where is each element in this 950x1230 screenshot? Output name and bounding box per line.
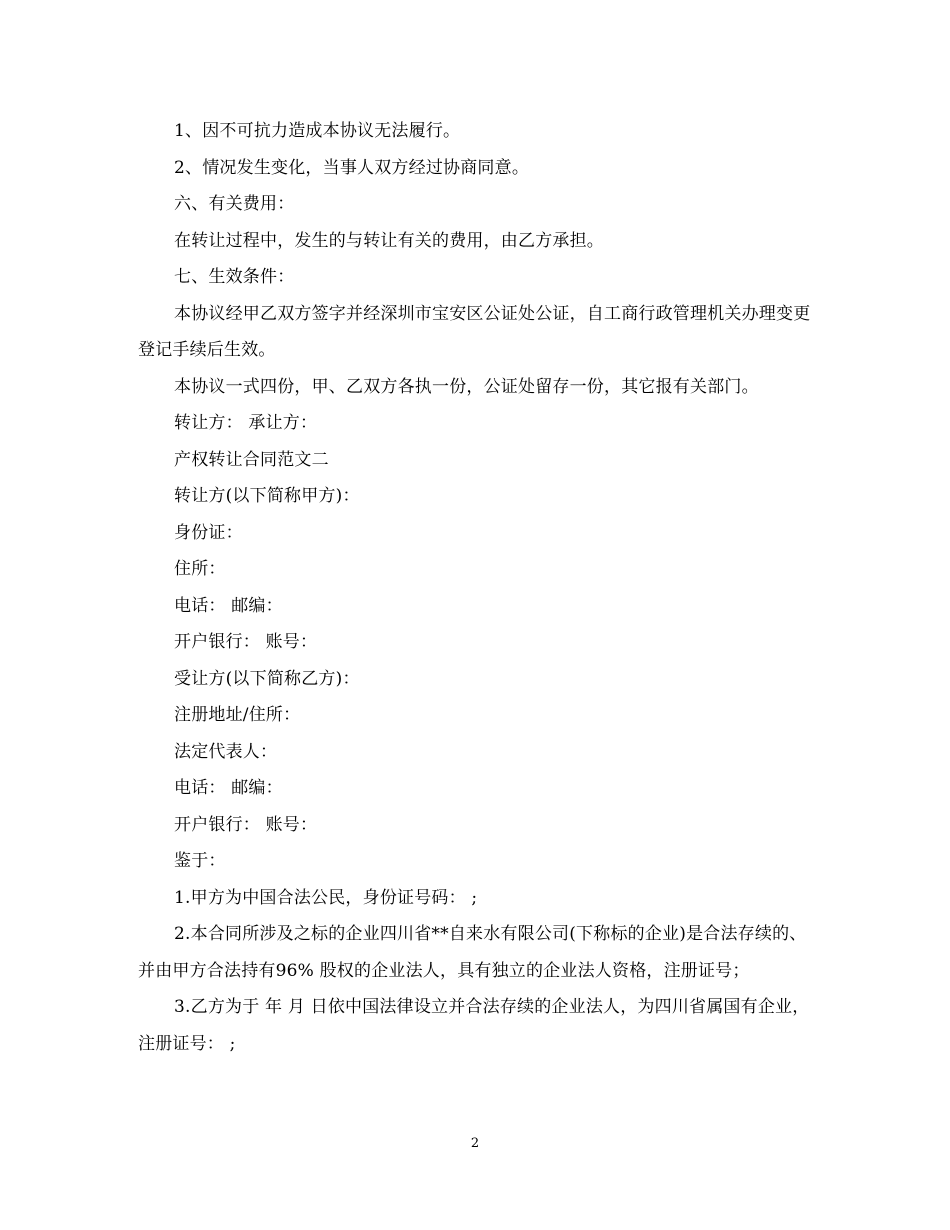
signature-line: 转让方： 承让方： bbox=[174, 413, 318, 433]
transferor-phone-postcode: 电话： 邮编： bbox=[174, 595, 283, 616]
transferee-legal-representative: 法定代表人： bbox=[174, 741, 278, 762]
paragraph-copies: 本协议一式四份，甲、乙双方各执一份，公证处留存一份，其它报有关部门。 bbox=[174, 376, 759, 397]
transferor-bank-account: 开户银行： 账号： bbox=[174, 632, 318, 652]
section-heading-fees: 六、有关费用： bbox=[174, 194, 295, 214]
paragraph-changed-circumstances: 2、情况发生变化，当事人双方经过协商同意。 bbox=[174, 157, 530, 178]
paragraph-effective-conditions: 本协议经甲乙双方签字并经深圳市宝安区公证处公证，自工商行政管理机关办理变更登记手续后生效。 bbox=[138, 303, 811, 360]
transferor-id-card: 身份证： bbox=[174, 522, 243, 543]
whereas-item-3: 3.乙方为于 年 月 日依中国法律设立并合法存续的企业法人，为四川省属国有企业，注册证号： ; bbox=[138, 997, 810, 1054]
paragraph-force-majeure: 1、因不可抗力造成本协议无法履行。 bbox=[174, 121, 461, 141]
transferor-label: 转让方(以下简称甲方)： bbox=[174, 486, 360, 506]
whereas-heading: 鉴于： bbox=[174, 851, 226, 871]
section-heading-effective-conditions: 七、生效条件： bbox=[174, 267, 295, 287]
page-number: 2 bbox=[470, 1136, 480, 1151]
transferee-phone-postcode: 电话： 邮编： bbox=[174, 778, 283, 798]
transferor-address: 住所： bbox=[174, 559, 226, 579]
whereas-item-1: 1.甲方为中国合法公民，身份证号码： ; bbox=[174, 887, 478, 908]
document-body bbox=[138, 113, 818, 1062]
transferee-label: 受让方(以下简称乙方)： bbox=[174, 668, 360, 689]
paragraph-fees: 在转让过程中，发生的与转让有关的费用，由乙方承担。 bbox=[174, 230, 604, 251]
sample-heading: 产权转让合同范文二 bbox=[174, 449, 329, 470]
whereas-item-2: 2.本合同所涉及之标的企业四川省**自来水有限公司(下称标的企业)是合法存续的、并由甲方合法持有96% 股权的企业法人，具有独立的企业法人资格，注册证号； bbox=[138, 924, 807, 981]
transferee-registered-address: 注册地址/住所： bbox=[174, 705, 301, 725]
transferee-bank-account: 开户银行： 账号： bbox=[174, 814, 318, 835]
